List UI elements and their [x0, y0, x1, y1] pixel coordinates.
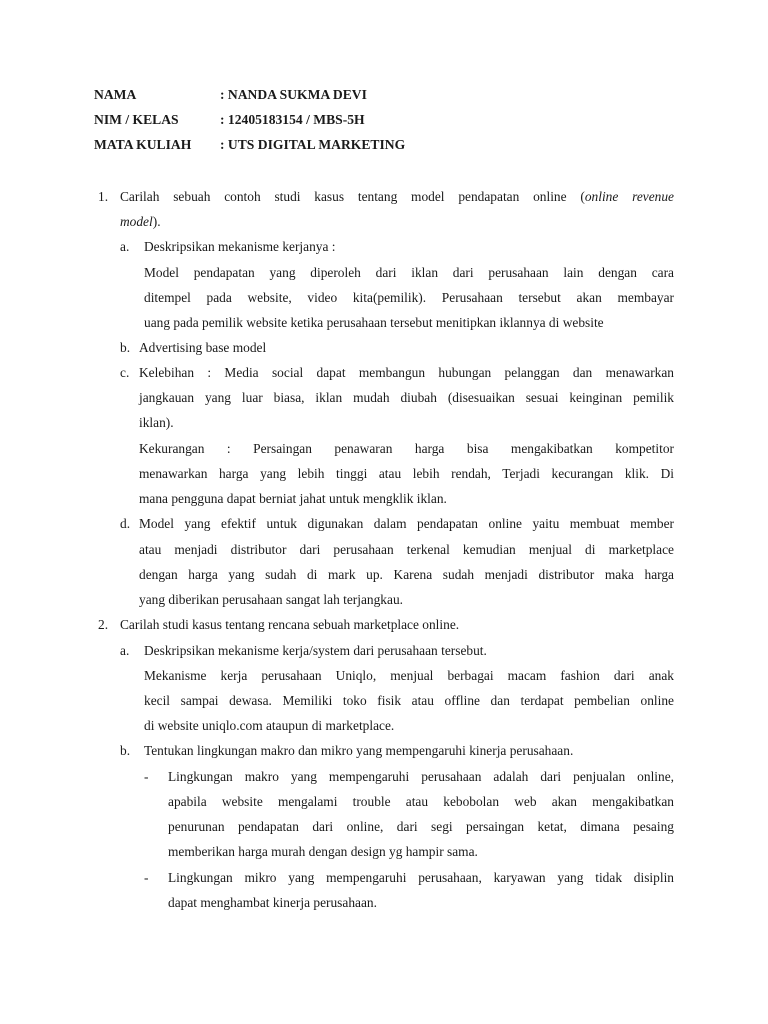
header-nim-label: NIM / KELAS: [94, 112, 179, 127]
q1c-line5: menawarkan harga yang lebih tinggi atau lebih rendah, Terjadi kecurangan klik. Di: [139, 466, 674, 481]
q1-text-line2: model).: [120, 214, 161, 229]
q1d-marker: d.: [120, 516, 131, 531]
q2b-macro-line1: Lingkungan makro yang mempengaruhi perusahaan adalah dari penjualan online,: [168, 769, 674, 784]
header-course-label: MATA KULIAH: [94, 137, 192, 152]
q1d-line4: yang diberikan perusahaan sangat lah terjangkau.: [139, 592, 403, 607]
q1c-line3: iklan).: [139, 415, 174, 430]
header-name-label: NAMA: [94, 87, 137, 102]
q1a-answer-line3: uang pada pemilik website ketika perusahaan tersebut menitipkan iklannya di website: [144, 315, 604, 330]
q2-text: Carilah studi kasus tentang rencana sebuah marketplace online.: [120, 617, 460, 632]
header-course-value: : UTS DIGITAL MARKETING: [220, 137, 406, 152]
q2a-marker: a.: [120, 643, 130, 658]
q2b-micro-line1: Lingkungan mikro yang mempengaruhi perusahaan, karyawan yang tidak disiplin: [168, 870, 674, 885]
q1d-line1: Model yang efektif untuk digunakan dalam pendapatan online yaitu membuat member: [139, 516, 674, 531]
q2b-question: Tentukan lingkungan makro dan mikro yang mempengaruhi kinerja perusahaan.: [144, 743, 574, 758]
q1d-line2: atau menjadi distributor dari perusahaan terkenal kemudian menjual di marketplace: [139, 542, 674, 557]
q1a-answer-line1: Model pendapatan yang diperoleh dari iklan dari perusahaan lain dengan cara: [144, 265, 674, 280]
q1b-marker: b.: [120, 340, 131, 355]
header-nim-value: : 12405183154 / MBS-5H: [220, 112, 365, 127]
q1c-line4: Kekurangan : Persaingan penawaran harga bisa mengakibatkan kompetitor: [139, 441, 674, 456]
header-name-row: [94, 87, 367, 103]
header-name-value: : NANDA SUKMA DEVI: [220, 87, 367, 102]
header-course-row: [94, 137, 405, 153]
q1d-line3: dengan harga yang sudah di mark up. Karena sudah menjadi distributor maka harga: [139, 567, 674, 582]
q2a-answer-line2: kecil sampai dewasa. Memiliki toko fisik atau offline dan terdapat pembelian online: [144, 693, 674, 708]
q1c-marker: c.: [120, 365, 130, 380]
q2b-marker: b.: [120, 743, 131, 758]
q2a-question: Deskripsikan mekanisme kerja/system dari perusahaan tersebut.: [144, 643, 487, 658]
q2b-macro-line4: memberikan harga murah dengan design yg hampir sama.: [168, 844, 478, 859]
q2b-macro-line2: apabila website mengalami trouble atau kebobolan web akan mengakibatkan: [168, 794, 674, 809]
q2b-macro-bullet: -: [144, 769, 149, 784]
q2-number: 2.: [98, 617, 109, 632]
q1-number: 1.: [98, 189, 109, 204]
q1b-answer: Advertising base model: [139, 340, 267, 355]
q1c-line2: jangkauan yang luar biasa, iklan mudah diubah (disesuaikan sesuai keinginan pemilik: [139, 390, 674, 405]
q2b-micro-bullet: -: [144, 870, 149, 885]
q1a-answer-line2: ditempel pada website, video kita(pemilik). Perusahaan tersebut akan membayar: [144, 290, 674, 305]
q1-text-line1: Carilah sebuah contoh studi kasus tentang model pendapatan online (online revenue: [120, 189, 674, 204]
q1a-question: Deskripsikan mekanisme kerjanya :: [144, 239, 336, 254]
q2a-answer-line1: Mekanisme kerja perusahaan Uniqlo, menjual berbagai macam fashion dari anak: [144, 668, 674, 683]
q2a-answer-line3: di website uniqlo.com ataupun di marketplace.: [144, 718, 395, 733]
q1c-line1: Kelebihan : Media social dapat membangun hubungan pelanggan dan menawarkan: [139, 365, 674, 380]
q2b-macro-line3: penurunan pendapatan dari online, dari segi persaingan ketat, dimana pesaing: [168, 819, 674, 834]
q1a-marker: a.: [120, 239, 130, 254]
q2b-micro-line2: dapat menghambat kinerja perusahaan.: [168, 895, 377, 910]
q1c-line6: mana pengguna dapat berniat jahat untuk mengklik iklan.: [139, 491, 447, 506]
header-nim-row: [94, 112, 365, 128]
